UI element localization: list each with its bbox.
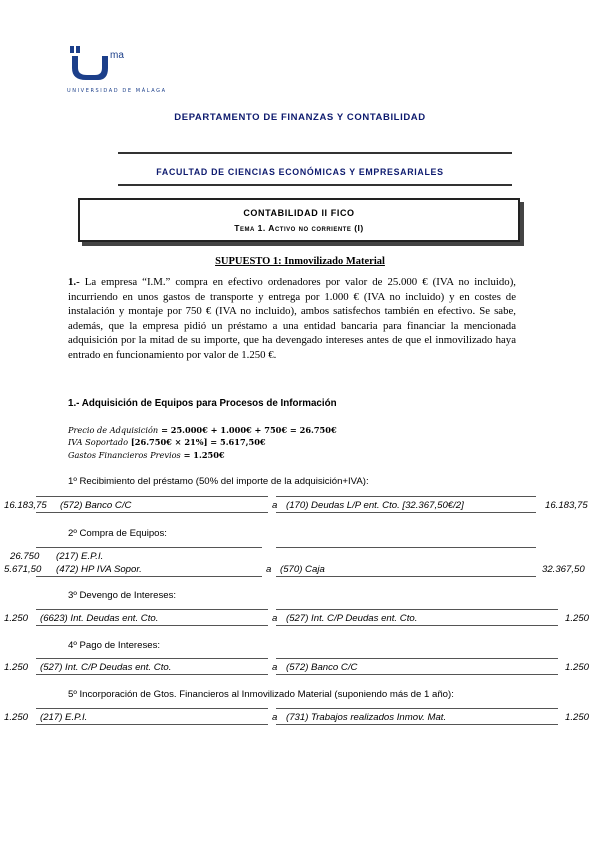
- exercise-heading: SUPUESTO 1: Inmovilizado Material: [215, 256, 385, 267]
- formula-line: [68, 450, 225, 460]
- e5-credit-amount: 1.250: [565, 712, 590, 723]
- e4-a: a: [272, 662, 278, 673]
- journal-line: [276, 708, 558, 709]
- course-title: CONTABILIDAD II FICO: [243, 208, 355, 218]
- e4-credit-amount: 1.250: [565, 662, 590, 673]
- step-2-title: 2º Compra de Equipos:: [68, 528, 167, 539]
- journal-line: [36, 576, 262, 577]
- e4-debit-amount: 1.250: [4, 662, 29, 673]
- journal-line: [276, 724, 558, 725]
- e2-credit-amount: 32.367,50: [542, 564, 585, 575]
- e4-credit-account: (572) Banco C/C: [286, 662, 358, 673]
- formula-expr: = 1.250€: [180, 450, 225, 460]
- journal-line: [36, 547, 262, 548]
- e3-credit-amount: 1.250: [565, 613, 590, 624]
- e3-debit-account: (6623) Int. Deudas ent. Cto.: [40, 613, 159, 624]
- journal-line: [36, 658, 268, 659]
- journal-line: [36, 512, 268, 513]
- e3-credit-account: (527) Int. C/P Deudas ent. Cto.: [286, 613, 418, 624]
- journal-line: [276, 658, 558, 659]
- e3-debit-amount: 1.250: [4, 613, 29, 624]
- step-5-title: 5º Incorporación de Gtos. Financieros al Inmovilizado Material (suponiendo más de 1 año):: [68, 689, 454, 700]
- faculty-title: FACULTAD DE CIENCIAS ECONÓMICAS Y EMPRESARIALES: [156, 167, 444, 177]
- topic-title: Tema 1. Activo no corriente (I): [234, 223, 364, 233]
- e2-debit-amount-1: 26.750: [10, 551, 40, 562]
- step-4-title: 4º Pago de Intereses:: [68, 640, 161, 651]
- journal-line: [36, 496, 268, 497]
- formula-expr: [26.750€ × 21%] = 5.617,50€: [128, 437, 266, 447]
- formula-line: [68, 425, 337, 435]
- department-title: DEPARTAMENTO DE FINANZAS Y CONTABILIDAD: [174, 112, 426, 123]
- journal-line: [36, 674, 268, 675]
- journal-line: [36, 625, 268, 626]
- e2-a: a: [266, 564, 272, 575]
- logo-mark-icon: [68, 44, 124, 84]
- statement-text: La empresa “I.M.” compra en efectivo ordenadores por valor de 25.000 € (IVA no incluido), incurriendo en unos gastos de transporte y entrega por 1.000 € (IVA no incluido) y en costes de instalación y montaje por 750 € (IVA no incluido), ambos satisfechos también en efectivo. Se sabe, además, que la empresa pidió un préstamo a una entidad bancaria para financiar la mencionada adquisición por la mitad de su importe, que ha devengado intereses antes de que el inmovilizado haya entrado en funcionamiento por valor de 1.250 €.: [68, 276, 516, 361]
- svg-text:ma: ma: [110, 50, 124, 61]
- journal-line: [276, 576, 536, 577]
- e1-debit-amount: 16.183,75: [4, 500, 47, 511]
- journal-line: [276, 512, 536, 513]
- e5-credit-account: (731) Trabajos realizados Inmov. Mat.: [286, 712, 447, 723]
- formula-line: [68, 437, 266, 447]
- e3-a: a: [272, 613, 278, 624]
- e2-debit-account-1: (217) E.P.I.: [56, 551, 104, 562]
- e5-a: a: [272, 712, 278, 723]
- e2-debit-amount-2: 5.671,50: [4, 564, 42, 575]
- e1-credit-amount: 16.183,75: [545, 500, 588, 511]
- formula-label: Precio de Adquisición: [68, 425, 159, 435]
- journal-line: [36, 724, 268, 725]
- journal-line: [276, 674, 558, 675]
- statement-number: 1.-: [68, 276, 80, 288]
- formula-label: IVA Soportado: [68, 437, 129, 447]
- journal-line: [276, 609, 558, 610]
- e1-credit-account: (170) Deudas L/P ent. Cto. [32.367,50€/2]: [286, 500, 464, 511]
- logo-subtitle: UNIVERSIDAD DE MÁLAGA: [67, 88, 167, 94]
- e2-credit-account: (570) Caja: [280, 564, 325, 575]
- journal-line: [276, 496, 536, 497]
- journal-line: [276, 547, 536, 548]
- e5-debit-account: (217) E.P.I.: [40, 712, 88, 723]
- step-1-title: 1º Recibimiento del préstamo (50% del importe de la adquisición+IVA):: [68, 476, 369, 487]
- step-3-title: 3º Devengo de Intereses:: [68, 590, 177, 601]
- journal-line: [36, 609, 268, 610]
- problem-statement: [68, 275, 516, 363]
- formula-expr: = 25.000€ + 1.000€ + 750€ = 26.750€: [158, 425, 337, 435]
- e4-debit-account: (527) Int. C/P Deudas ent. Cto.: [40, 662, 172, 673]
- e1-a: a: [272, 500, 278, 511]
- divider-bottom: [118, 184, 512, 186]
- e2-debit-account-2: (472) HP IVA Sopor.: [56, 564, 142, 575]
- e5-debit-amount: 1.250: [4, 712, 29, 723]
- journal-line: [36, 708, 268, 709]
- section-title: 1.- Adquisición de Equipos para Procesos de Información: [68, 398, 337, 409]
- course-title-box: [78, 198, 520, 242]
- e1-debit-account: (572) Banco C/C: [60, 500, 132, 511]
- divider-top: [118, 152, 512, 154]
- journal-line: [276, 625, 558, 626]
- formula-label: Gastos Financieros Previos: [68, 450, 181, 460]
